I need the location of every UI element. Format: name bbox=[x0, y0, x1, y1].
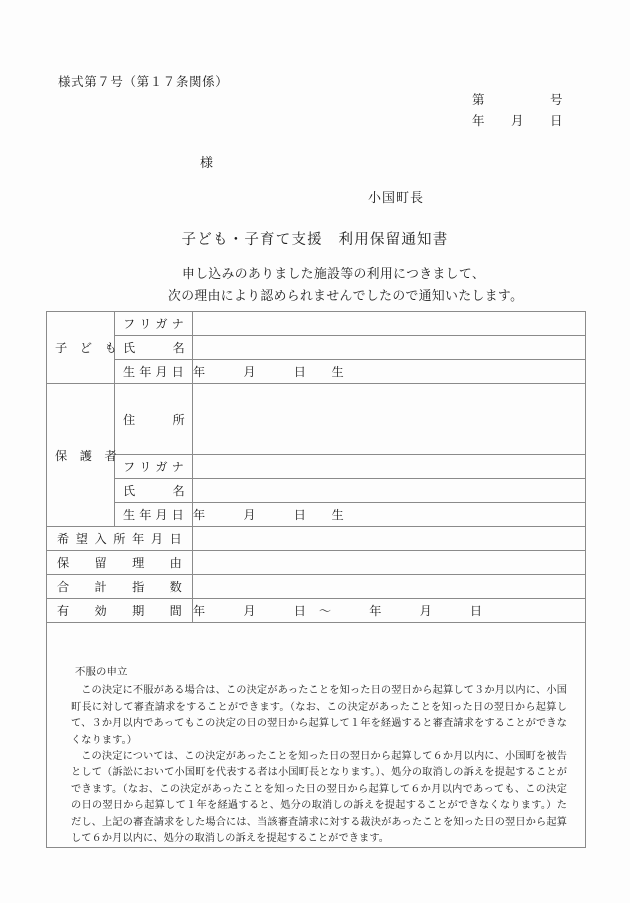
table-row-valid-period bbox=[47, 599, 586, 623]
desired-entry-date-label-text: 希 望 入 所 年 月 日 bbox=[57, 532, 182, 546]
table-row-guardian-birthdate bbox=[47, 503, 586, 527]
issuer-name: 小国町長 bbox=[368, 190, 425, 205]
table-row-guardian-address bbox=[47, 384, 586, 455]
guardian-birthdate-value[interactable]: 年 月 日 生 bbox=[193, 503, 586, 527]
furigana-label-text: フ リ ガ ナ bbox=[123, 317, 184, 331]
table-row-desired-entry-date bbox=[47, 527, 586, 551]
furigana-label-text: フ リ ガ ナ bbox=[123, 460, 184, 474]
total-index-label bbox=[47, 575, 193, 599]
appeal-heading: 不服の申立 bbox=[75, 667, 128, 678]
child-furigana-label bbox=[115, 312, 193, 336]
guardian-address-value[interactable] bbox=[193, 384, 586, 455]
child-name-value[interactable] bbox=[193, 336, 586, 360]
table-row-guardian-furigana bbox=[47, 455, 586, 479]
valid-period-label-text: 有 効 期 間 bbox=[57, 604, 182, 618]
guardian-name-label bbox=[115, 479, 193, 503]
guardian-furigana-label bbox=[115, 455, 193, 479]
birthdate-label-text: 生 年 月 日 bbox=[123, 508, 184, 522]
appeal-paragraph-2: この決定については、この決定があったことを知った日の翌日から起算して６か月以内に、小国町を被告として（訴訟において小国町を代表する者は小国町長となります。）、処分の取消しの訴えを提起することができます。（なお、この決定があったことを知った日の翌日から起算して６か月以内であっても、この決定の日の翌日から起算して１年を経過すると、処分の取消しの訴えを提起することができなくなります。）ただし、上記の審査請求をした場合には、当該審査請求に対する裁決があったことを知った日の翌日から起算して６か月以内に、処分の取消しの訴えを提起することができます。 bbox=[71, 751, 567, 845]
table-row-child-furigana bbox=[47, 312, 586, 336]
hold-reason-label bbox=[47, 551, 193, 575]
appeal-paragraph-1: この決定に不服がある場合は、この決定があったことを知った日の翌日から起算して３か月以内に、小国町長に対して審査請求をすることができます。（なお、この決定があったことを知った日の翌日から起算して、３か月以内であってもこの決定の日の翌日から起算して１年を経過すると審査請求をすることができなくなります。） bbox=[71, 685, 567, 746]
lead-line-2: 次の理由により認められませんでしたので通知いたします。 bbox=[168, 289, 524, 303]
table-row-hold-reason bbox=[47, 551, 586, 575]
guardian-section-label bbox=[47, 384, 115, 527]
document-meta bbox=[430, 90, 563, 132]
lead-paragraph bbox=[0, 263, 630, 307]
document-number-field: 第 号 bbox=[472, 93, 564, 107]
document-date-field: 年 月 日 bbox=[472, 114, 564, 128]
child-birthdate-label bbox=[115, 360, 193, 384]
child-label-text: 子 ど も bbox=[55, 341, 117, 355]
total-index-label-text: 合 計 指 数 bbox=[57, 580, 182, 594]
hold-reason-value[interactable] bbox=[193, 551, 586, 575]
guardian-address-label bbox=[115, 384, 193, 455]
table-row-child-birthdate bbox=[47, 360, 586, 384]
total-index-value[interactable] bbox=[193, 575, 586, 599]
desired-entry-date-label bbox=[47, 527, 193, 551]
page-title: 子ども・子育て支援 利用保留通知書 bbox=[181, 232, 449, 248]
table-row-total-index bbox=[47, 575, 586, 599]
name-label-text: 氏 名 bbox=[123, 341, 185, 355]
table-row-guardian-name bbox=[47, 479, 586, 503]
lead-line-1: 申し込みのありました施設等の利用につきまして、 bbox=[182, 267, 486, 281]
appeal-notice-cell bbox=[47, 623, 586, 848]
addressee-field: 様 bbox=[200, 155, 214, 170]
child-name-label bbox=[115, 336, 193, 360]
application-details-table bbox=[46, 311, 586, 848]
birthdate-label-text: 生 年 月 日 bbox=[123, 365, 184, 379]
table-row-appeal-notice bbox=[47, 623, 586, 848]
guardian-furigana-value[interactable] bbox=[193, 455, 586, 479]
appeal-notice-body bbox=[47, 623, 585, 847]
valid-period-label bbox=[47, 599, 193, 623]
form-number: 様式第７号（第１７条関係） bbox=[58, 75, 229, 89]
valid-period-value[interactable]: 年 月 日 ～ 年 月 日 bbox=[193, 599, 586, 623]
guardian-label-text: 保 護 者 bbox=[55, 448, 117, 463]
table-row-child-name bbox=[47, 336, 586, 360]
desired-entry-date-value[interactable] bbox=[193, 527, 586, 551]
hold-reason-label-text: 保 留 理 由 bbox=[57, 556, 182, 570]
guardian-birthdate-label bbox=[115, 503, 193, 527]
child-section-label bbox=[47, 312, 115, 384]
address-label-text: 住 所 bbox=[123, 412, 185, 427]
name-label-text: 氏 名 bbox=[123, 484, 185, 498]
guardian-name-value[interactable] bbox=[193, 479, 586, 503]
child-birthdate-value[interactable]: 年 月 日 生 bbox=[193, 360, 586, 384]
child-furigana-value[interactable] bbox=[193, 312, 586, 336]
